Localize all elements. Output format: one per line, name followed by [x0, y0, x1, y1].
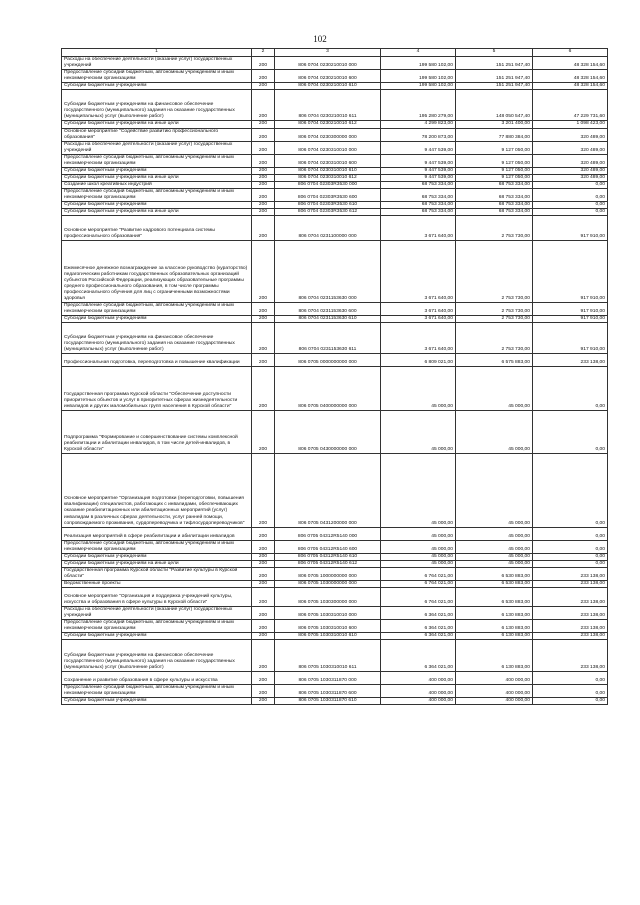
row-name-cell: Государственная программа Курской области "Развитие культуры в Курской области": [62, 567, 252, 580]
row-kbk-cell: 806 0704 02303R3530 000: [275, 181, 381, 188]
row-col6-cell: 0,00: [533, 553, 608, 560]
row-kbk-cell: 806 0705 1030311870 610: [275, 697, 381, 704]
page-number: 102: [313, 34, 327, 44]
row-col5-cell: 9 127 050,00: [456, 167, 533, 174]
row-name-cell: Ведомственные проекты: [62, 580, 252, 587]
row-col5-cell: 9 127 050,00: [456, 154, 533, 167]
row-col4-cell: 3 671 640,00: [381, 315, 456, 322]
row-col5-cell: 6 130 883,00: [456, 620, 533, 633]
table-row: [62, 454, 608, 528]
row-name-cell: Субсидии бюджетным учреждениям: [62, 553, 252, 560]
row-code-cell: 200: [252, 83, 275, 90]
row-kbk-cell: 806 0705 1000000000 000: [275, 567, 381, 580]
row-kbk-cell: 806 0705 1030300000 000: [275, 588, 381, 607]
row-col6-cell: 0,00: [533, 671, 608, 684]
table-row: [62, 367, 608, 410]
row-name-cell: Создание школ креативных индустрий: [62, 181, 252, 188]
row-code-cell: 200: [252, 671, 275, 684]
table-row: [62, 560, 608, 567]
row-col5-cell: 2 753 730,00: [456, 241, 533, 303]
row-col4-cell: 400 000,00: [381, 684, 456, 697]
table-row: [62, 167, 608, 174]
table-row: [62, 128, 608, 141]
row-code-cell: 200: [252, 607, 275, 620]
row-col5-cell: 2 753 730,00: [456, 302, 533, 315]
row-kbk-cell: 806 0704 0230210010 611: [275, 90, 381, 121]
row-code-cell: 200: [252, 354, 275, 367]
row-name-cell: Субсидии бюджетным учреждениям: [62, 202, 252, 209]
row-code-cell: 200: [252, 302, 275, 315]
row-kbk-cell: 806 0704 0231153630 611: [275, 322, 381, 353]
row-kbk-cell: 806 0704 0230310010 000: [275, 141, 381, 154]
row-col6-cell: 0,00: [533, 540, 608, 553]
row-col5-cell: 3 201 400,00: [456, 121, 533, 128]
row-col5-cell: 2 753 730,00: [456, 322, 533, 353]
table-row: [62, 527, 608, 540]
row-col5-cell: 6 530 883,00: [456, 588, 533, 607]
row-code-cell: 200: [252, 588, 275, 607]
row-kbk-cell: 806 0704 0230310010 612: [275, 174, 381, 181]
row-col5-cell: 400 000,00: [456, 684, 533, 697]
header-cell: 1: [62, 49, 252, 57]
row-kbk-cell: 806 0705 1030310010 610: [275, 633, 381, 640]
row-name-cell: Субсидии бюджетным учреждениям на иные цели: [62, 209, 252, 216]
row-code-cell: 200: [252, 154, 275, 167]
table-row: [62, 671, 608, 684]
row-col6-cell: 233 138,00: [533, 620, 608, 633]
row-kbk-cell: 806 0705 04312R5140 000: [275, 527, 381, 540]
row-col6-cell: 0,00: [533, 209, 608, 216]
row-col5-cell: 45 000,00: [456, 410, 533, 453]
row-col4-cell: 6 364 021,00: [381, 640, 456, 671]
row-col4-cell: 195 280 279,00: [381, 90, 456, 121]
table-row: [62, 580, 608, 587]
row-code-cell: 200: [252, 121, 275, 128]
row-col5-cell: 68 753 334,00: [456, 209, 533, 216]
row-code-cell: 200: [252, 202, 275, 209]
row-code-cell: 200: [252, 640, 275, 671]
row-name-cell: Государственная программа Курской области "Обеспечение доступности приоритетных объектов и услуг в приоритетных сферах жизнедеятельности инвалидов и других маломобильных групп населения в Курской области": [62, 367, 252, 410]
row-col4-cell: 68 753 334,00: [381, 209, 456, 216]
header-cell: 3: [275, 49, 381, 57]
row-code-cell: 200: [252, 454, 275, 528]
row-kbk-cell: 806 0704 0230210010 600: [275, 70, 381, 83]
row-code-cell: 200: [252, 174, 275, 181]
row-kbk-cell: 806 0704 0231153630 610: [275, 315, 381, 322]
row-col4-cell: 68 753 334,00: [381, 202, 456, 209]
row-code-cell: 200: [252, 216, 275, 241]
row-kbk-cell: 806 0705 0000000000 000: [275, 354, 381, 367]
row-code-cell: 200: [252, 322, 275, 353]
row-col6-cell: 917 910,00: [533, 216, 608, 241]
table-row: [62, 121, 608, 128]
row-kbk-cell: 806 0705 1030311870 000: [275, 671, 381, 684]
row-name-cell: Субсидии бюджетным учреждениям: [62, 83, 252, 90]
row-code-cell: 200: [252, 620, 275, 633]
row-name-cell: Основное мероприятие "Организация и поддержка учреждений культуры, искусства и образования в сфере культуры в Курской области": [62, 588, 252, 607]
row-col5-cell: 2 753 730,00: [456, 315, 533, 322]
row-kbk-cell: 806 0704 0230210010 612: [275, 121, 381, 128]
row-col4-cell: 199 580 102,00: [381, 57, 456, 70]
row-kbk-cell: 806 0705 1030311870 600: [275, 684, 381, 697]
row-col4-cell: 78 200 873,00: [381, 128, 456, 141]
row-kbk-cell: 806 0704 02303R3530 600: [275, 188, 381, 201]
row-col5-cell: 45 000,00: [456, 553, 533, 560]
row-code-cell: 200: [252, 181, 275, 188]
row-name-cell: Расходы на обеспечение деятельности (оказание услуг) государственных учреждений: [62, 141, 252, 154]
row-col4-cell: 68 753 334,00: [381, 181, 456, 188]
row-col5-cell: 6 130 883,00: [456, 607, 533, 620]
row-col6-cell: 917 910,00: [533, 322, 608, 353]
table-row: [62, 553, 608, 560]
row-name-cell: Основное мероприятие "Организация подготовки (переподготовки, повышения квалификации) специалистов, работающих с инвалидами, обеспечивающих оказание реабилитационных или абилитационных мероприятий (услуг) инвалидам в различных сферах деятельности, услуг ранней помощи, сопровождаемого проживания, сурдопереводчика и тифлосурдопереводчиков": [62, 454, 252, 528]
table-row: [62, 410, 608, 453]
table-row: [62, 588, 608, 607]
row-col6-cell: 1 098 423,00: [533, 121, 608, 128]
row-code-cell: 200: [252, 141, 275, 154]
table-row: [62, 241, 608, 303]
row-col6-cell: 0,00: [533, 527, 608, 540]
row-col6-cell: 320 489,00: [533, 154, 608, 167]
row-col4-cell: 3 671 640,00: [381, 322, 456, 353]
header-cell: 2: [252, 49, 275, 57]
row-col4-cell: 9 447 539,00: [381, 167, 456, 174]
table-row: [62, 567, 608, 580]
row-code-cell: 200: [252, 90, 275, 121]
row-code-cell: 200: [252, 188, 275, 201]
row-col5-cell: 6 130 883,00: [456, 640, 533, 671]
row-col5-cell: 6 575 883,00: [456, 354, 533, 367]
table-row: [62, 70, 608, 83]
row-kbk-cell: 806 0704 02303R3530 612: [275, 209, 381, 216]
row-col4-cell: 45 000,00: [381, 527, 456, 540]
row-col4-cell: 6 764 021,00: [381, 580, 456, 587]
row-name-cell: Субсидии бюджетным учреждениям: [62, 697, 252, 704]
row-col6-cell: 0,00: [533, 560, 608, 567]
row-col6-cell: 320 489,00: [533, 128, 608, 141]
row-col6-cell: 233 138,00: [533, 588, 608, 607]
row-code-cell: 200: [252, 684, 275, 697]
row-col6-cell: 320 489,00: [533, 141, 608, 154]
row-col6-cell: 0,00: [533, 202, 608, 209]
row-code-cell: 200: [252, 315, 275, 322]
row-col4-cell: 6 764 021,00: [381, 567, 456, 580]
row-col4-cell: 3 671 640,00: [381, 241, 456, 303]
row-col6-cell: 320 489,00: [533, 174, 608, 181]
row-kbk-cell: 806 0705 1030000000 000: [275, 580, 381, 587]
row-kbk-cell: 806 0705 04312R5140 612: [275, 560, 381, 567]
row-col5-cell: 68 753 334,00: [456, 188, 533, 201]
table-row: [62, 633, 608, 640]
row-col6-cell: 320 489,00: [533, 167, 608, 174]
row-col4-cell: 3 671 640,00: [381, 216, 456, 241]
row-kbk-cell: 806 0704 0231100000 000: [275, 216, 381, 241]
row-code-cell: 200: [252, 241, 275, 303]
row-name-cell: Субсидии бюджетным учреждениям: [62, 167, 252, 174]
header-cell: 6: [533, 49, 608, 57]
table-row: [62, 322, 608, 353]
row-code-cell: 200: [252, 697, 275, 704]
row-code-cell: 200: [252, 633, 275, 640]
row-name-cell: Предоставление субсидий бюджетным, автономным учреждениям и иным некоммерческим организациям: [62, 302, 252, 315]
row-col5-cell: 400 000,00: [456, 671, 533, 684]
row-name-cell: Предоставление субсидий бюджетным, автономным учреждениям и иным некоммерческим организациям: [62, 70, 252, 83]
row-name-cell: Основное мероприятие "Содействие развитию профессионального образования": [62, 128, 252, 141]
row-name-cell: Субсидии бюджетным учреждениям: [62, 315, 252, 322]
row-col6-cell: 917 910,00: [533, 315, 608, 322]
row-col6-cell: 0,00: [533, 181, 608, 188]
table-row: [62, 216, 608, 241]
row-col6-cell: 233 138,00: [533, 567, 608, 580]
row-col5-cell: 151 251 947,40: [456, 57, 533, 70]
row-name-cell: Предоставление субсидий бюджетным, автономным учреждениям и иным некоммерческим организациям: [62, 540, 252, 553]
row-name-cell: Реализация мероприятий в сфере реабилитации и абилитации инвалидов: [62, 527, 252, 540]
table-row: [62, 90, 608, 121]
row-code-cell: 200: [252, 70, 275, 83]
row-name-cell: Ежемесячное денежное вознаграждение за классное руководство (кураторство) педагогическим работникам государственных образовательных организаций субъектов Российской Федерации, реализующих образовательные программы среднего профессионального образования, в том числе программы профессионального обучения для лиц с ограниченными возможностями здоровья: [62, 241, 252, 303]
row-col4-cell: 6 364 021,00: [381, 620, 456, 633]
row-code-cell: 200: [252, 560, 275, 567]
budget-table: [61, 48, 608, 705]
row-name-cell: Субсидии бюджетным учреждениям на финансовое обеспечение государственного (муниципального) задания на оказание государственных (муниципальных) услуг (выполнение работ): [62, 90, 252, 121]
row-code-cell: 200: [252, 57, 275, 70]
row-col6-cell: 233 138,00: [533, 607, 608, 620]
row-kbk-cell: 806 0705 1030310010 000: [275, 607, 381, 620]
header-row: [62, 49, 608, 57]
table-row: [62, 141, 608, 154]
row-code-cell: 200: [252, 553, 275, 560]
row-col4-cell: 400 000,00: [381, 697, 456, 704]
row-kbk-cell: 806 0704 0230300000 000: [275, 128, 381, 141]
row-code-cell: 200: [252, 209, 275, 216]
row-col6-cell: 917 910,00: [533, 302, 608, 315]
row-col5-cell: 151 251 947,40: [456, 70, 533, 83]
row-code-cell: 200: [252, 567, 275, 580]
row-col6-cell: 0,00: [533, 188, 608, 201]
row-col5-cell: 45 000,00: [456, 367, 533, 410]
row-col4-cell: 6 764 021,00: [381, 588, 456, 607]
row-kbk-cell: 806 0704 0231153630 600: [275, 302, 381, 315]
table-row: [62, 209, 608, 216]
row-name-cell: Субсидии бюджетным учреждениям на иные цели: [62, 121, 252, 128]
row-code-cell: 200: [252, 367, 275, 410]
row-col4-cell: 199 580 102,00: [381, 70, 456, 83]
table-row: [62, 354, 608, 367]
table-row: [62, 202, 608, 209]
table-row: [62, 302, 608, 315]
row-col4-cell: 6 809 021,00: [381, 354, 456, 367]
row-col5-cell: 45 000,00: [456, 454, 533, 528]
table-row: [62, 181, 608, 188]
row-name-cell: Подпрограмма "Формирование и совершенствование системы комплексной реабилитации и абилитации инвалидов, в том числе детей-инвалидов, в Курской области": [62, 410, 252, 453]
table-row: [62, 684, 608, 697]
row-kbk-cell: 806 0705 1030310010 600: [275, 620, 381, 633]
row-code-cell: 200: [252, 580, 275, 587]
row-name-cell: Расходы на обеспечение деятельности (оказание услуг) государственных учреждений: [62, 57, 252, 70]
row-kbk-cell: 806 0705 04312R5140 610: [275, 553, 381, 560]
row-col4-cell: 9 447 539,00: [381, 141, 456, 154]
row-col5-cell: 68 753 334,00: [456, 181, 533, 188]
row-col4-cell: 45 000,00: [381, 553, 456, 560]
row-kbk-cell: 806 0705 1030310010 611: [275, 640, 381, 671]
row-col5-cell: 2 753 730,00: [456, 216, 533, 241]
row-col6-cell: 233 138,00: [533, 580, 608, 587]
row-col4-cell: 199 580 102,00: [381, 83, 456, 90]
row-col6-cell: 48 328 154,60: [533, 57, 608, 70]
row-kbk-cell: 806 0705 04312R5140 600: [275, 540, 381, 553]
table-row: [62, 540, 608, 553]
row-col5-cell: 6 530 883,00: [456, 567, 533, 580]
row-col6-cell: 48 328 154,60: [533, 83, 608, 90]
table-row: [62, 697, 608, 704]
table-row: [62, 640, 608, 671]
row-col5-cell: 77 880 384,00: [456, 128, 533, 141]
row-code-cell: 200: [252, 410, 275, 453]
row-name-cell: Расходы на обеспечение деятельности (оказание услуг) государственных учреждений: [62, 607, 252, 620]
row-col4-cell: 45 000,00: [381, 560, 456, 567]
row-code-cell: 200: [252, 527, 275, 540]
row-kbk-cell: 806 0704 0230210010 610: [275, 83, 381, 90]
table-row: [62, 57, 608, 70]
row-col5-cell: 151 251 947,40: [456, 83, 533, 90]
row-code-cell: 200: [252, 167, 275, 174]
row-name-cell: Субсидии бюджетным учреждениям на финансовое обеспечение государственного (муниципального) задания на оказание государственных (муниципальных) услуг (выполнение работ): [62, 322, 252, 353]
row-col4-cell: 6 364 021,00: [381, 633, 456, 640]
row-col6-cell: 0,00: [533, 367, 608, 410]
row-name-cell: Субсидии бюджетным учреждениям: [62, 633, 252, 640]
row-kbk-cell: 806 0704 0230310010 610: [275, 167, 381, 174]
row-col6-cell: 48 328 154,60: [533, 70, 608, 83]
row-col6-cell: 233 138,00: [533, 640, 608, 671]
row-col4-cell: 400 000,00: [381, 671, 456, 684]
row-col4-cell: 45 000,00: [381, 410, 456, 453]
row-col6-cell: 233 138,00: [533, 633, 608, 640]
row-col4-cell: 45 000,00: [381, 367, 456, 410]
row-col6-cell: 917 910,00: [533, 241, 608, 303]
row-name-cell: Субсидии бюджетным учреждениям на иные цели: [62, 174, 252, 181]
header-cell: 4: [381, 49, 456, 57]
row-kbk-cell: 806 0705 0430000000 000: [275, 410, 381, 453]
table-row: [62, 607, 608, 620]
row-name-cell: Предоставление субсидий бюджетным, автономным учреждениям и иным некоммерческим организациям: [62, 620, 252, 633]
row-col5-cell: 45 000,00: [456, 527, 533, 540]
table-row: [62, 154, 608, 167]
table-row: [62, 174, 608, 181]
row-col5-cell: 9 127 050,00: [456, 141, 533, 154]
row-col4-cell: 4 299 823,00: [381, 121, 456, 128]
row-col6-cell: 233 138,00: [533, 354, 608, 367]
row-kbk-cell: 806 0704 0231153630 000: [275, 241, 381, 303]
table-row: [62, 188, 608, 201]
row-col5-cell: 148 050 547,40: [456, 90, 533, 121]
table-row: [62, 315, 608, 322]
row-kbk-cell: 806 0705 0400000000 000: [275, 367, 381, 410]
row-col4-cell: 9 447 539,00: [381, 154, 456, 167]
row-col6-cell: 0,00: [533, 697, 608, 704]
row-col4-cell: 45 000,00: [381, 454, 456, 528]
row-col6-cell: 0,00: [533, 454, 608, 528]
row-name-cell: Предоставление субсидий бюджетным, автономным учреждениям и иным некоммерческим организациям: [62, 154, 252, 167]
row-kbk-cell: 806 0704 0230310010 600: [275, 154, 381, 167]
row-col5-cell: 45 000,00: [456, 540, 533, 553]
header-cell: 5: [456, 49, 533, 57]
table-row: [62, 83, 608, 90]
row-col4-cell: 9 447 539,00: [381, 174, 456, 181]
row-col4-cell: 3 671 640,00: [381, 302, 456, 315]
row-col5-cell: 6 130 883,00: [456, 633, 533, 640]
row-name-cell: Профессиональная подготовка, переподготовка и повышение квалификации: [62, 354, 252, 367]
row-name-cell: Предоставление субсидий бюджетным, автономным учреждениям и иным некоммерческим организациям: [62, 684, 252, 697]
row-col5-cell: 6 530 883,00: [456, 580, 533, 587]
row-col4-cell: 68 753 334,00: [381, 188, 456, 201]
row-col5-cell: 68 753 334,00: [456, 202, 533, 209]
row-code-cell: 200: [252, 540, 275, 553]
row-code-cell: 200: [252, 128, 275, 141]
row-col4-cell: 6 364 021,00: [381, 607, 456, 620]
row-col5-cell: 9 127 050,00: [456, 174, 533, 181]
row-col4-cell: 45 000,00: [381, 540, 456, 553]
row-name-cell: Предоставление субсидий бюджетным, автономным учреждениям и иным некоммерческим организациям: [62, 188, 252, 201]
row-name-cell: Сохранение и развитие образования в сфере культуры и искусства: [62, 671, 252, 684]
row-name-cell: Основное мероприятие "Развитие кадрового потенциала системы профессионального образования": [62, 216, 252, 241]
row-col5-cell: 400 000,00: [456, 697, 533, 704]
row-kbk-cell: 806 0705 0431200000 000: [275, 454, 381, 528]
row-name-cell: Субсидии бюджетным учреждениям на иные цели: [62, 560, 252, 567]
row-kbk-cell: 806 0704 02303R3530 610: [275, 202, 381, 209]
row-kbk-cell: 806 0704 0230210010 000: [275, 57, 381, 70]
row-col6-cell: 47 229 731,60: [533, 90, 608, 121]
row-col6-cell: 0,00: [533, 410, 608, 453]
row-name-cell: Субсидии бюджетным учреждениям на финансовое обеспечение государственного (муниципального) задания на оказание государственных (муниципальных) услуг (выполнение работ): [62, 640, 252, 671]
row-col6-cell: 0,00: [533, 684, 608, 697]
table-row: [62, 620, 608, 633]
row-col5-cell: 45 000,00: [456, 560, 533, 567]
